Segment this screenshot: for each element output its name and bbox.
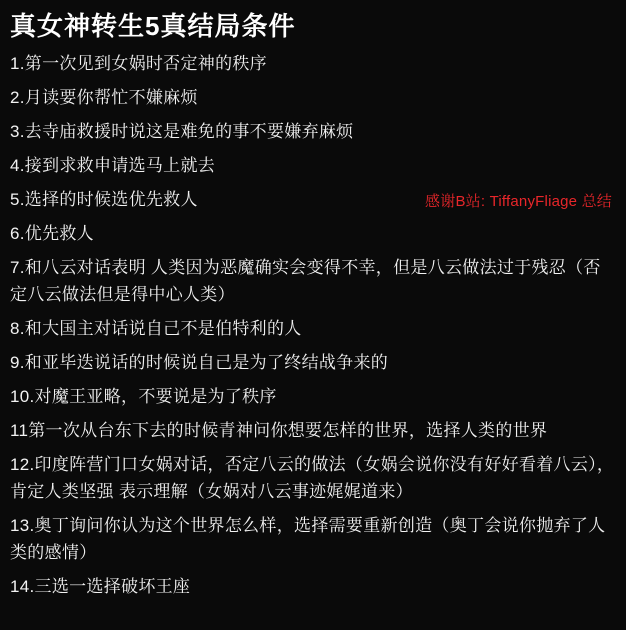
list-item: 10.对魔王亚略，不要说是为了秩序	[10, 387, 277, 406]
list-item: 9.和亚毕迭说话的时候说自己是为了终结战争来的	[10, 353, 389, 372]
list-item: 7.和八云对话表明 人类因为恶魔确实会变得不幸，但是八云做法过于残忍（否定八云做法但是得中心人类）	[10, 258, 601, 304]
list-item: 5.选择的时候选优先救人	[10, 190, 198, 209]
list-item: 2.月读要你帮忙不嫌麻烦	[10, 88, 198, 107]
list-item: 4.接到求救申请选马上就去	[10, 156, 216, 175]
list-item: 1.第一次见到女娲时否定神的秩序	[10, 54, 267, 73]
list-item: 8.和大国主对话说自己不是伯特利的人	[10, 319, 302, 338]
condition-list	[10, 50, 616, 607]
list-item: 11第一次从台东下去的时候青神问你想要怎样的世界，选择人类的世界	[10, 421, 548, 440]
credit-note: 感谢B站: TiffanyFliage 总结	[425, 193, 612, 210]
list-item: 3.去寺庙救援时说这是难免的事不要嫌弃麻烦	[10, 122, 354, 141]
list-item: 14.三选一选择破坏王座	[10, 577, 191, 596]
page-title: 真女神转生5真结局条件	[10, 11, 296, 41]
list-item: 6.优先救人	[10, 224, 94, 243]
list-item: 12.印度阵营门口女娲对话，否定八云的做法（女娲会说你没有好好看着八云），肯定人类坚强 表示理解（女娲对八云事迹娓娓道来）	[10, 455, 615, 501]
list-item: 13.奥丁询问你认为这个世界怎么样，选择需要重新创造（奥丁会说你抛弃了人类的感情）	[10, 516, 606, 562]
